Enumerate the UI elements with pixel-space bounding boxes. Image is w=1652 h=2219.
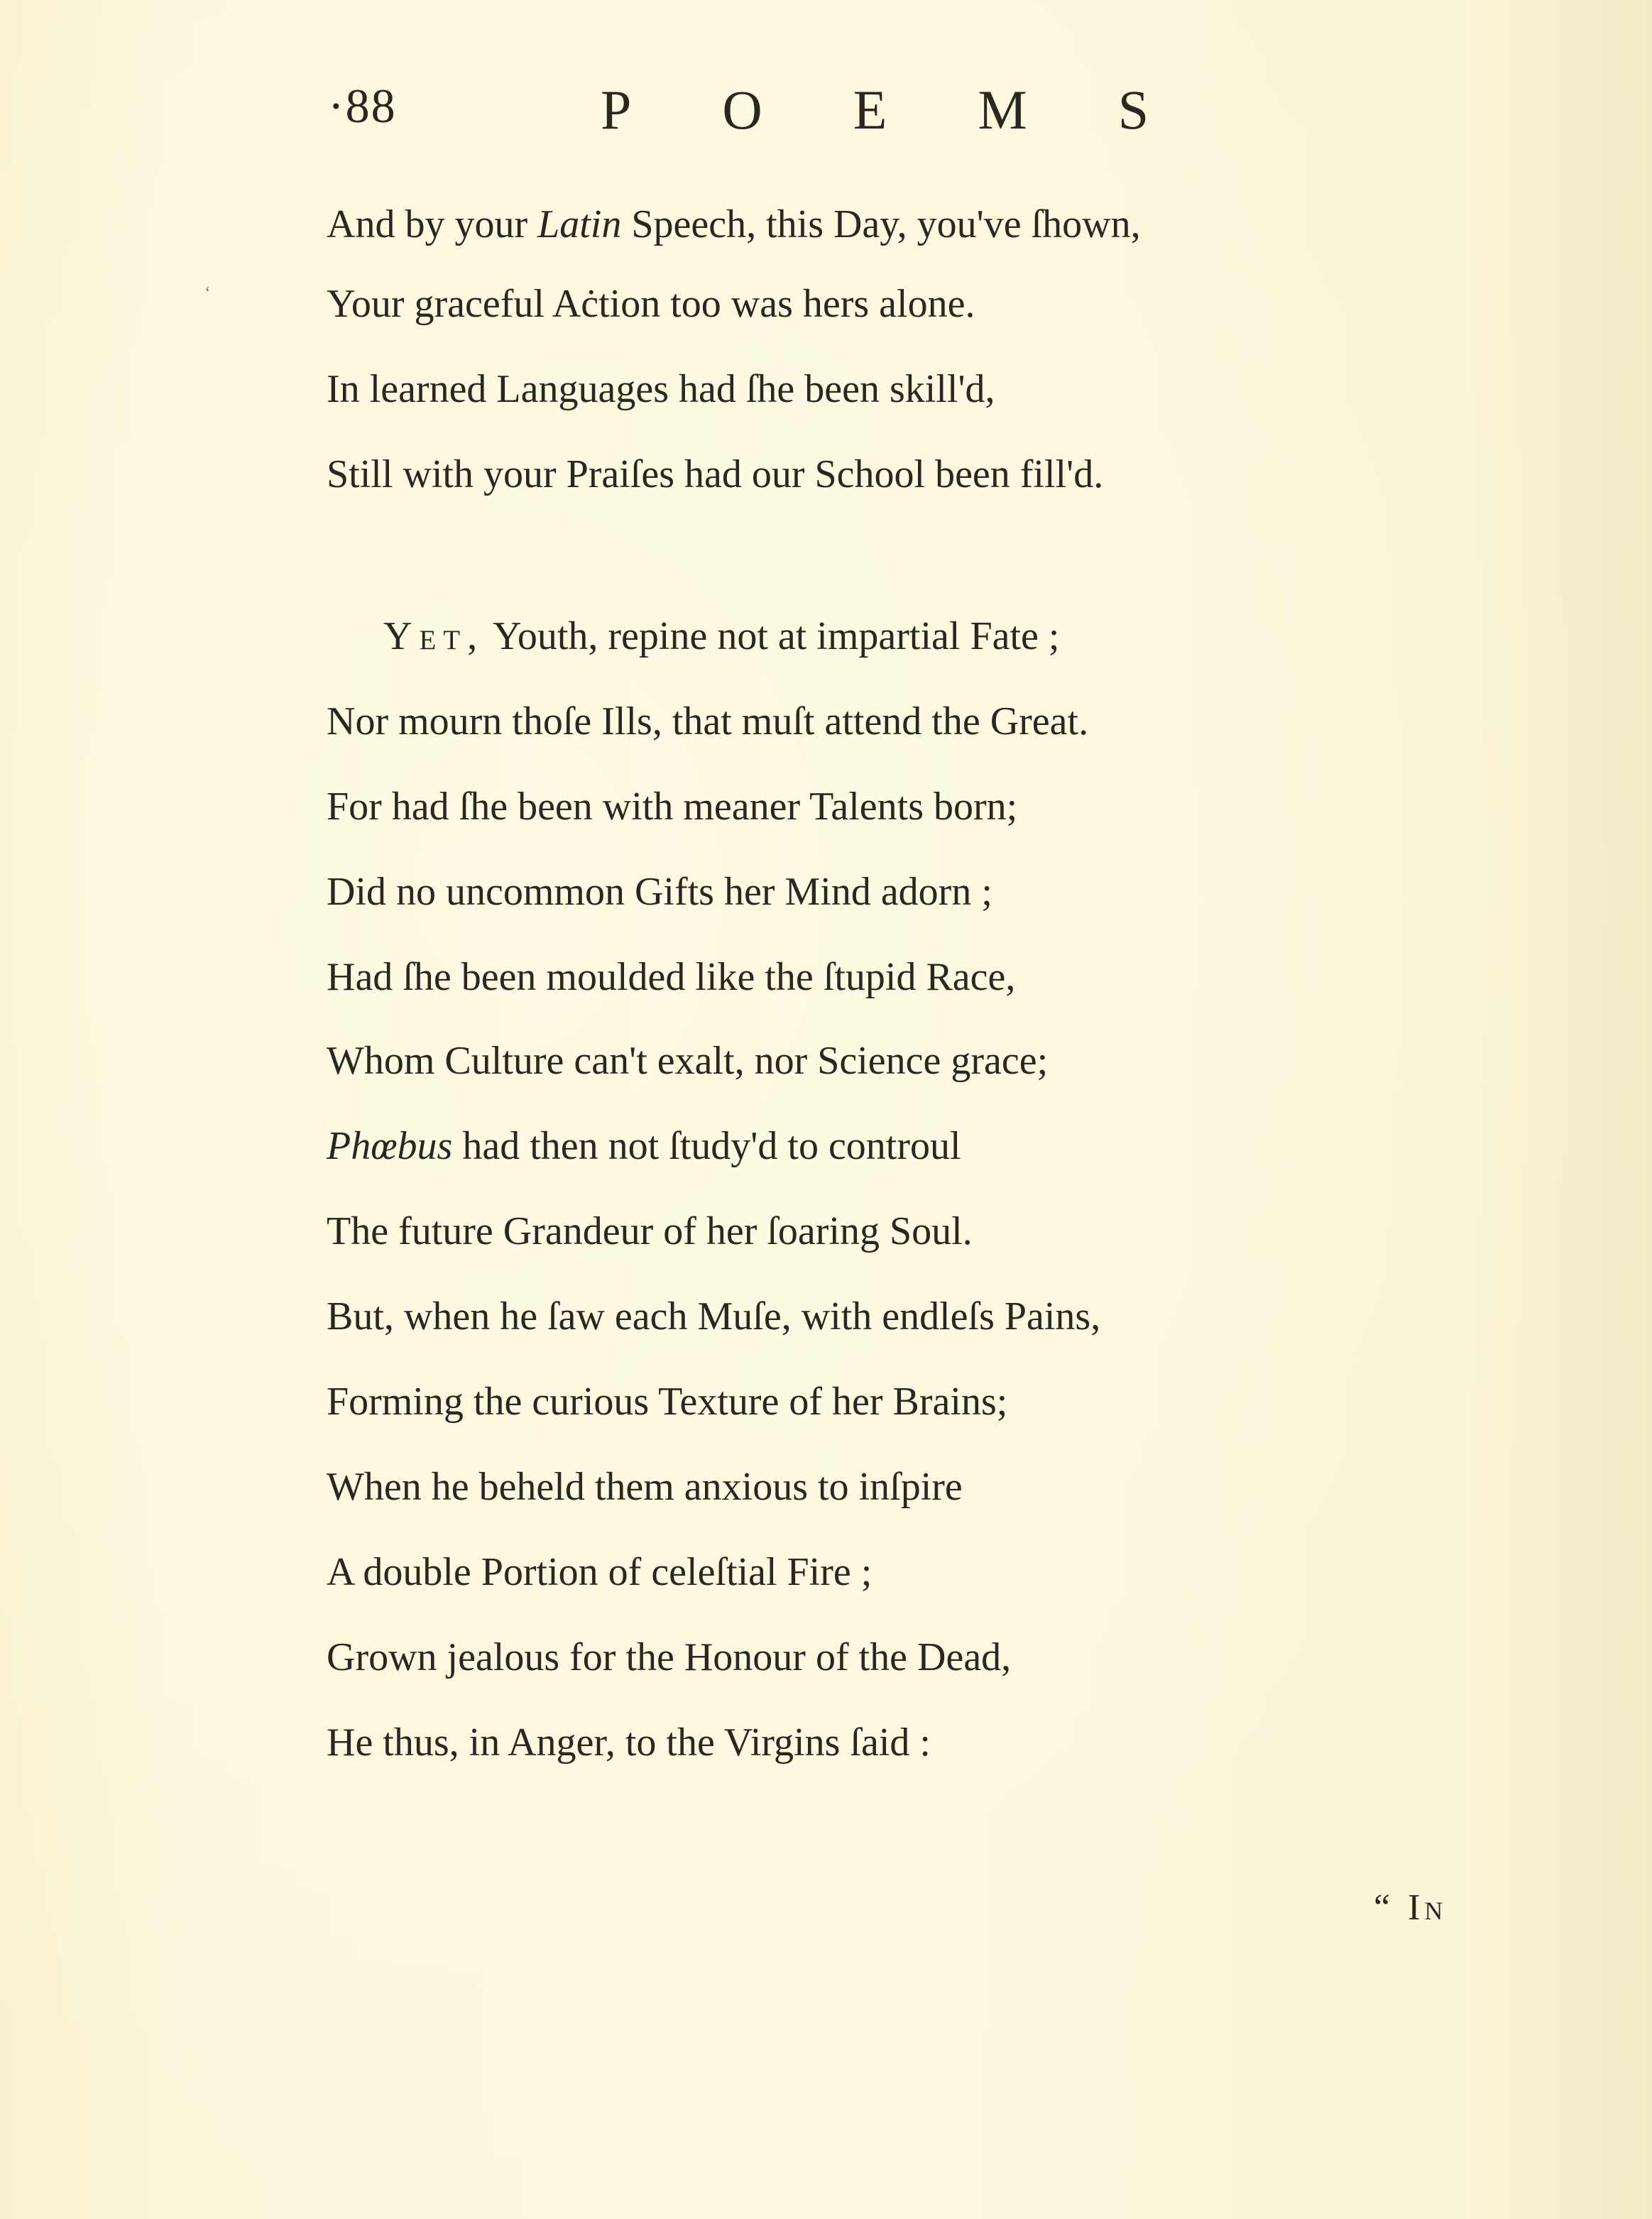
running-head: POEMS xyxy=(601,79,1240,141)
page-number: ·88 xyxy=(328,79,397,133)
italic-word: Phœbus xyxy=(327,1124,453,1168)
poem-line: Nor mourn thoſe Ills, that muſt attend the Great. xyxy=(327,699,1089,743)
poem-line: Your graceful Aċtion too was hers alone. xyxy=(327,282,975,326)
page-header xyxy=(0,78,1652,156)
poem-line xyxy=(327,1126,961,1166)
poem-line: In learned Languages had ſhe been skill'd, xyxy=(327,367,995,411)
poem-line: But, when he ſaw each Muſe, with endleſs Pains, xyxy=(327,1294,1101,1339)
line-text: And by your xyxy=(327,202,538,246)
line-text: Youth, repine not at impartial Fate ; xyxy=(484,614,1060,658)
stray-ink-mark: ‘ xyxy=(204,283,211,303)
poem-line: He thus, in Anger, to the Virgins ſaid : xyxy=(327,1721,931,1765)
poem-line: When he beheld them anxious to inſpire xyxy=(327,1465,963,1509)
italic-word: Latin xyxy=(537,202,622,246)
line-text: had then not ſtudy'd to controul xyxy=(452,1124,961,1168)
poem-line: Forming the curious Texture of her Brains; xyxy=(327,1380,1008,1424)
poem-line: Did no uncommon Gifts her Mind adorn ; xyxy=(327,870,992,914)
line-text: Speech, this Day, you've ſhown, xyxy=(621,202,1141,246)
poem-line: The future Grandeur of her ſoaring Soul. xyxy=(327,1209,973,1253)
poem-line xyxy=(383,616,1059,656)
catchword: “ In xyxy=(1374,1887,1448,1928)
poem-line: Grown jealous for the Honour of the Dead, xyxy=(327,1635,1012,1679)
poem-line: Had ſhe been moulded like the ſtupid Race, xyxy=(327,955,1016,999)
poem-line xyxy=(327,202,1141,246)
small-caps-word: Yet, xyxy=(383,614,485,658)
poem-line: Still with your Praiſes had our School been fill'd. xyxy=(327,452,1104,496)
poem-line: Whom Culture can't exalt, nor Science grace; xyxy=(327,1039,1049,1083)
poem-line: A double Portion of celeſtial Fire ; xyxy=(327,1550,873,1594)
poem-line: For had ſhe been with meaner Talents born; xyxy=(327,785,1018,829)
